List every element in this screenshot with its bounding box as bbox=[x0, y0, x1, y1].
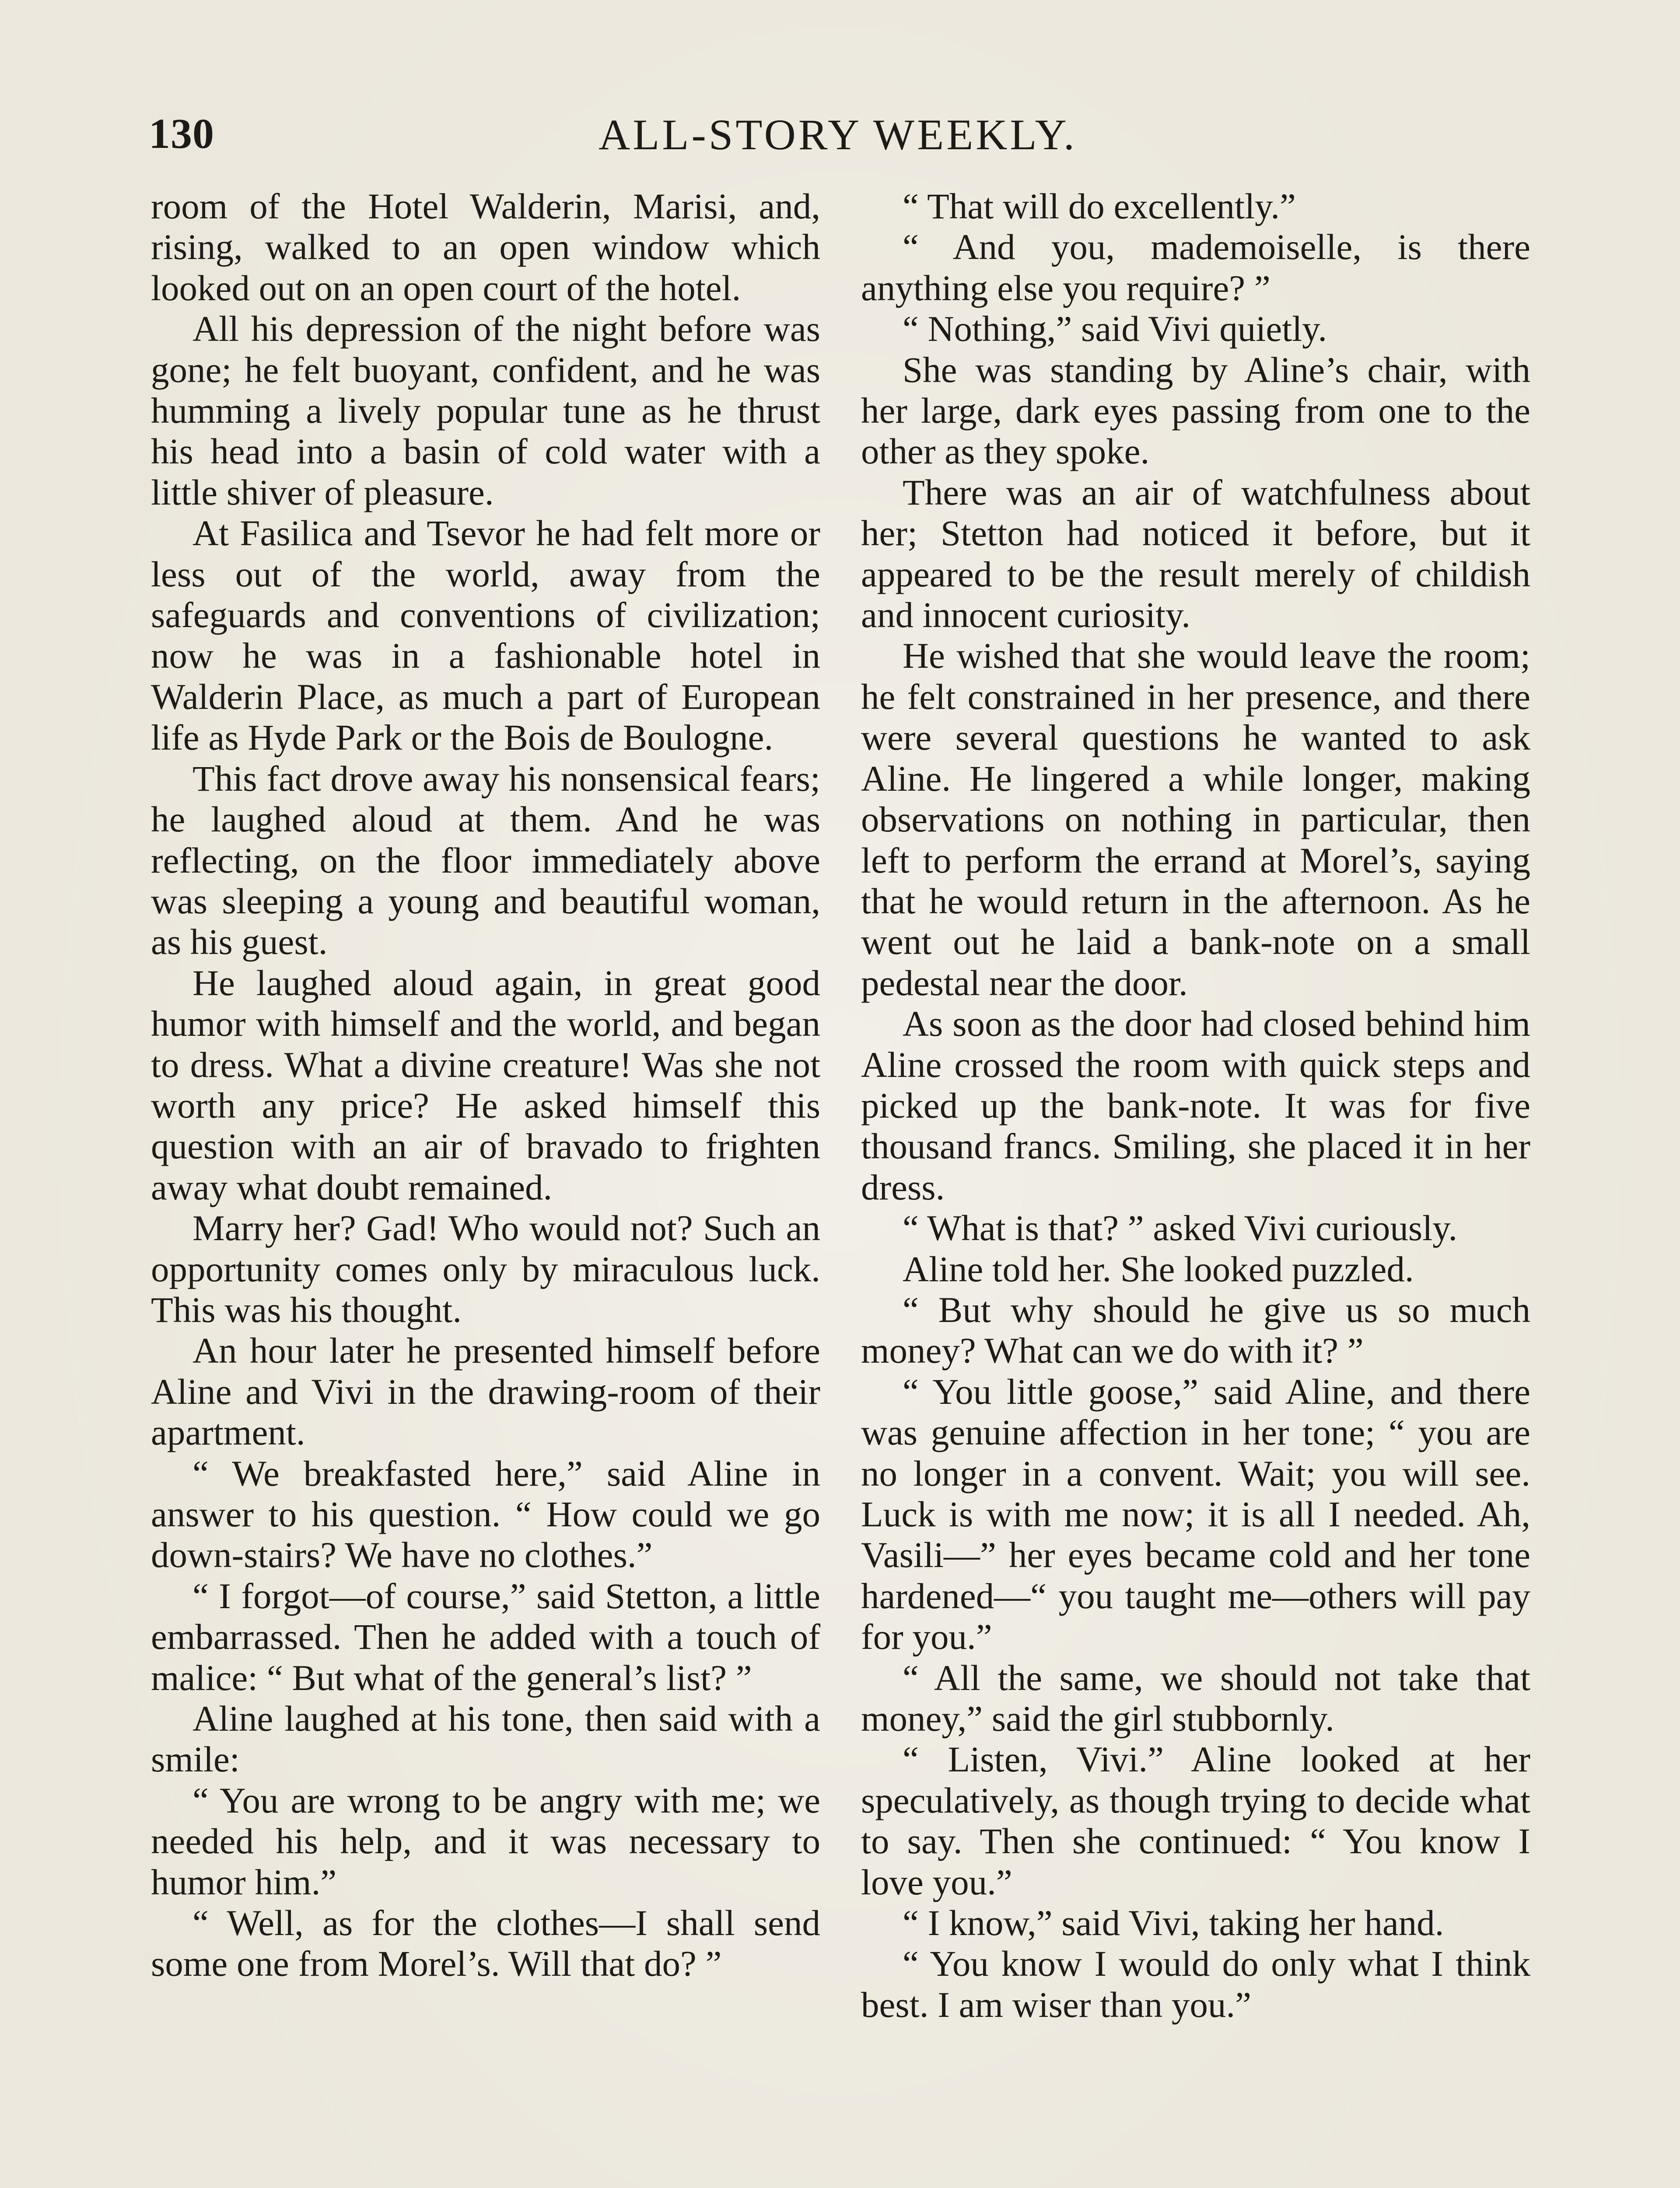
paragraph: There was an air of watchfulness about her; Stetton had noticed it before, but it appeared to be the result merely of childish and innocent curiosity. bbox=[861, 472, 1530, 635]
paragraph: “ And you, mademoiselle, is there anything else you require? ” bbox=[861, 227, 1530, 308]
paragraph: “ All the same, we should not take that money,” said the girl stubbornly. bbox=[861, 1657, 1530, 1739]
paragraph: “ That will do excellently.” bbox=[903, 186, 1296, 226]
running-title: ALL-STORY WEEKLY. bbox=[598, 110, 1077, 159]
paragraph: “ You are wrong to be angry with me; we needed his help, and it was necessary to humor him.” bbox=[151, 1780, 820, 1902]
paragraph: She was standing by Aline’s chair, with her large, dark eyes passing from one to the other as they spoke. bbox=[861, 349, 1530, 472]
paragraph: room of the Hotel Walderin, Marisi, and, rising, walked to an open window which looked out on an open court of the hotel. bbox=[151, 186, 820, 308]
paragraph: “ What is that? ” asked Vivi curiously. bbox=[903, 1208, 1458, 1248]
page-number: 130 bbox=[149, 110, 214, 158]
paragraph: “ I know,” said Vivi, taking her hand. bbox=[903, 1903, 1444, 1943]
paragraph: At Fasilica and Tsevor he had felt more or less out of the world, away from the safeguards and conventions of civilization; now he was in a fashionable hotel in Walderin Place, as much a part of European life as Hyde Park or the Bois de Boulogne. bbox=[151, 513, 820, 758]
paragraph: “ We breakfasted here,” said Aline in answer to his question. “ How could we go down-stairs? We have no clothes.” bbox=[151, 1453, 820, 1575]
right-column bbox=[861, 186, 1530, 2025]
paragraph: Aline told her. She looked puzzled. bbox=[903, 1248, 1414, 1289]
paragraph: All his depression of the night before was gone; he felt buoyant, confident, and he was humming a lively popular tune as he thrust his head into a basin of cold water with a little shiver of pleasure. bbox=[151, 309, 820, 512]
paragraph: He wished that she would leave the room; he felt constrained in her presence, and there were several questions he wanted to ask Aline. He lingered a while longer, making observations on nothing in particular, then left to perform the errand at Morel’s, saying that he would return in the afternoon. As he went out he laid a bank-note on a small pedestal near the door. bbox=[861, 635, 1530, 1003]
paragraph: “ Listen, Vivi.” Aline looked at her speculatively, as though trying to decide what to say. Then she continued: “ You know I love you.” bbox=[861, 1739, 1530, 1902]
paragraph: “ You little goose,” said Aline, and there was genuine affection in her tone; “ you are no longer in a convent. Wait; you will see. Luck is with me now; it is all I needed. Ah, Vasili—” her eyes became cold and her tone hardened—“ you taught me—others will pay for you.” bbox=[861, 1371, 1530, 1657]
paragraph: Marry her? Gad! Who would not? Such an opportunity comes only by miraculous luck. This was his thought. bbox=[151, 1208, 820, 1330]
paragraph: An hour later he presented himself before Aline and Vivi in the drawing-room of their apartment. bbox=[151, 1330, 820, 1453]
paragraph: He laughed aloud again, in great good humor with himself and the world, and began to dress. What a divine creature! Was she not worth any price? He asked himself this question with an air of bravado to frighten away what doubt remained. bbox=[151, 962, 820, 1207]
paragraph: “ But why should he give us so much money? What can we do with it? ” bbox=[861, 1289, 1530, 1371]
left-column bbox=[151, 186, 820, 1985]
paragraph: “ Nothing,” said Vivi quietly. bbox=[903, 309, 1327, 349]
paragraph: “ Well, as for the clothes—I shall send some one from Morel’s. Will that do? ” bbox=[151, 1903, 820, 1984]
paragraph: As soon as the door had closed behind him Aline crossed the room with quick steps and picked up the bank-note. It was for five thousand francs. Smiling, she placed it in her dress. bbox=[861, 1003, 1530, 1207]
paragraph: “ You know I would do only what I think best. I am wiser than you.” bbox=[861, 1943, 1530, 2025]
paragraph: Aline laughed at his tone, then said with a smile: bbox=[151, 1698, 820, 1780]
page-header bbox=[149, 105, 1527, 166]
paragraph: This fact drove away his nonsensical fears; he laughed aloud at them. And he was reflecting, on the floor immediately above was sleeping a young and beautiful woman, as his guest. bbox=[151, 758, 820, 962]
paragraph: “ I forgot—of course,” said Stetton, a little embarrassed. Then he added with a touch of malice: “ But what of the general’s list? ” bbox=[151, 1575, 820, 1698]
